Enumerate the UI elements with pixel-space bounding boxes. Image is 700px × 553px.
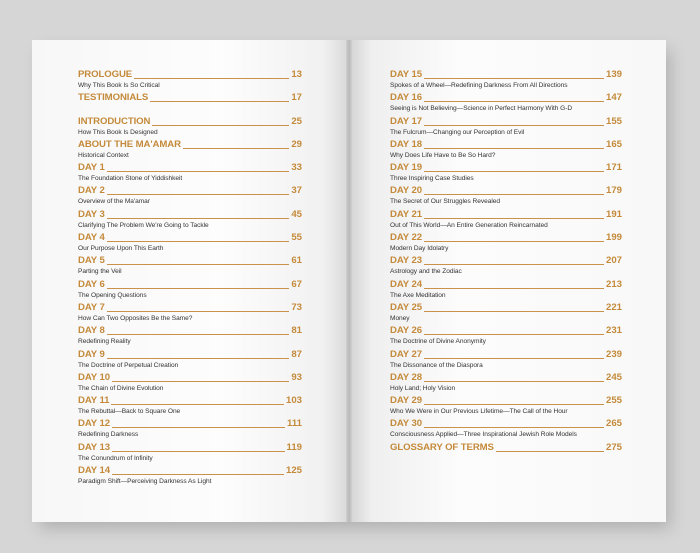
toc-entry-subtitle: Out of This World—An Entire Generation Reincarnated — [390, 221, 548, 229]
toc-entry-title: DAY 12 — [78, 418, 110, 430]
toc-entry-title: DAY 5 — [78, 255, 105, 267]
toc-entry-title: DAY 21 — [390, 208, 422, 220]
toc-entry-subtitle: Consciousness Applied—Three Inspirational Jewish Role Models — [390, 431, 577, 439]
toc-entry-title: GLOSSARY OF TERMS — [390, 441, 494, 453]
toc-entry-title: DAY 16 — [390, 92, 422, 104]
toc-leader-rule — [112, 427, 285, 428]
toc-page-number: 45 — [291, 208, 302, 220]
toc-page-number: 139 — [605, 69, 622, 80]
toc-leader-rule — [134, 78, 289, 79]
toc-entry-subtitle: Spokes of a Wheel—Redefining Darkness From All Directions — [390, 82, 568, 89]
toc-entry-heading-row — [78, 371, 302, 383]
toc-leader-rule — [107, 171, 290, 172]
toc-leader-rule — [424, 288, 604, 289]
toc-entry-title: DAY 8 — [78, 325, 105, 337]
toc-entry — [78, 161, 302, 184]
toc-leader-rule — [107, 241, 290, 242]
toc-page-number: 37 — [291, 185, 302, 197]
toc-entry-subtitle: How Can Two Opposites Be the Same? — [78, 314, 193, 322]
toc-entry — [390, 161, 622, 184]
toc-entry — [390, 324, 622, 347]
toc-page-number: 55 — [291, 232, 302, 244]
toc-leader-rule — [424, 334, 604, 335]
toc-entry-heading-row — [78, 184, 302, 196]
toc-leader-rule — [424, 101, 604, 102]
toc-entry — [78, 464, 302, 487]
toc-entry-heading-row — [78, 161, 302, 173]
toc-entry-title: DAY 14 — [78, 465, 110, 477]
toc-page-number: 221 — [605, 301, 622, 313]
toc-entry-subtitle: Why Does Life Have to Be So Hard? — [390, 151, 496, 159]
toc-entry-title: DAY 7 — [78, 301, 105, 313]
toc-entry-title: DAY 19 — [390, 162, 422, 174]
toc-entry — [390, 254, 622, 277]
toc-page-number: 29 — [291, 138, 302, 150]
toc-entry-title: DAY 1 — [78, 162, 105, 174]
toc-page-number: 213 — [605, 278, 622, 290]
toc-entry — [390, 68, 622, 91]
toc-entry-subtitle: Redefining Darkness — [78, 431, 139, 439]
toc-entry-heading-row — [78, 208, 302, 220]
toc-entry-title: DAY 3 — [78, 208, 105, 220]
toc-entry-subtitle: The Dissonance of the Diaspora — [390, 361, 483, 369]
toc-entry-subtitle: Parting the Veil — [78, 268, 122, 276]
toc-entry-title: INTRODUCTION — [78, 115, 151, 127]
toc-entry-title: DAY 4 — [78, 232, 105, 244]
toc-entry — [78, 371, 302, 394]
toc-entry — [78, 208, 302, 231]
toc-entry-title: TESTIMONIALS — [78, 92, 149, 104]
toc-entry-title: DAY 29 — [390, 395, 422, 407]
toc-page-number: 119 — [286, 441, 302, 453]
toc-entry — [78, 324, 302, 347]
toc-entry-title: DAY 20 — [390, 185, 422, 197]
toc-entry — [390, 371, 622, 394]
toc-page-number: 13 — [291, 69, 302, 80]
toc-entry-subtitle: Paradigm Shift—Perceiving Darkness As Light — [78, 478, 212, 486]
toc-entry-heading-row — [78, 348, 302, 360]
toc-page-number: 81 — [291, 325, 302, 337]
toc-entry-title: DAY 22 — [390, 232, 422, 244]
toc-page-number: 207 — [605, 255, 622, 267]
toc-page-number: 17 — [291, 92, 302, 104]
book-spine — [346, 40, 352, 522]
toc-left — [78, 68, 302, 487]
toc-page-number: 125 — [285, 465, 302, 477]
toc-entry — [390, 278, 622, 301]
toc-entry-heading-row — [390, 231, 622, 243]
toc-page-number: 73 — [291, 301, 302, 313]
toc-leader-rule — [424, 311, 604, 312]
toc-leader-rule — [424, 78, 604, 79]
toc-entry-title: DAY 18 — [390, 138, 422, 150]
toc-entry-subtitle: Astrology and the Zodiac — [390, 268, 462, 276]
toc-entry-title: DAY 9 — [78, 348, 105, 360]
toc-entry-title: DAY 10 — [78, 371, 110, 383]
toc-leader-rule — [107, 358, 290, 359]
toc-page-number: 231 — [605, 325, 622, 337]
toc-entry-title: DAY 11 — [78, 395, 110, 407]
toc-leader-rule — [107, 334, 290, 335]
toc-entry — [78, 138, 302, 161]
toc-leader-rule — [424, 241, 604, 242]
toc-page-number: 25 — [291, 115, 302, 127]
toc-entry-heading-row — [78, 91, 302, 103]
toc-entry — [390, 441, 622, 464]
toc-entry-title: DAY 26 — [390, 325, 422, 337]
toc-entry — [390, 115, 622, 138]
toc-entry-heading-row — [78, 394, 302, 406]
toc-entry-subtitle: Modern Day Idolatry — [390, 245, 449, 253]
toc-leader-rule — [183, 148, 289, 149]
toc-page-number: 61 — [291, 255, 302, 267]
toc-entry-title: DAY 13 — [78, 441, 110, 453]
toc-leader-rule — [107, 218, 290, 219]
toc-entry — [78, 231, 302, 254]
toc-leader-rule — [424, 404, 604, 405]
toc-right — [390, 68, 622, 464]
toc-page-number: 191 — [605, 208, 622, 220]
toc-entry-heading-row — [78, 464, 302, 476]
toc-entry-subtitle: The Axe Meditation — [390, 291, 446, 299]
toc-page-number: 103 — [285, 395, 302, 407]
toc-entry-heading-row — [390, 91, 622, 103]
toc-entry — [390, 417, 622, 440]
toc-leader-rule — [424, 264, 604, 265]
toc-entry-title: DAY 2 — [78, 185, 105, 197]
toc-leader-rule — [424, 218, 604, 219]
toc-leader-rule — [424, 171, 604, 172]
toc-leader-rule — [112, 381, 289, 382]
toc-entry-heading-row — [390, 324, 622, 336]
toc-entry — [390, 231, 622, 254]
toc-entry-subtitle: Seeing is Not Believing—Science in Perfect Harmony With G-D — [390, 105, 573, 113]
toc-entry-heading-row — [78, 417, 302, 429]
toc-leader-rule — [424, 125, 604, 126]
toc-page-number: 275 — [605, 441, 622, 453]
toc-entry-subtitle: The Rebuttal—Back to Square One — [78, 408, 181, 416]
toc-entry-subtitle: The Doctrine of Divine Anonymity — [390, 338, 486, 346]
toc-entry-heading-row — [390, 184, 622, 196]
toc-entry-subtitle: The Foundation Stone of Yiddishkeit — [78, 175, 183, 183]
toc-entry-subtitle: Redefining Reality — [78, 338, 131, 346]
toc-entry — [390, 394, 622, 417]
toc-entry — [78, 254, 302, 277]
toc-entry-heading-row — [78, 68, 302, 80]
toc-entry-subtitle: How This Book Is Designed — [78, 128, 158, 136]
toc-entry-subtitle: Three Inspiring Case Studies — [390, 175, 474, 183]
toc-entry — [78, 278, 302, 301]
toc-entry — [78, 417, 302, 440]
toc-page-number: 199 — [605, 232, 622, 244]
toc-entry-heading-row — [390, 371, 622, 383]
toc-leader-rule — [496, 451, 604, 452]
toc-entry-title: PROLOGUE — [78, 69, 133, 80]
toc-page-number: 87 — [291, 348, 302, 360]
toc-page-number: 239 — [605, 348, 622, 360]
toc-entry — [390, 301, 622, 324]
toc-entry — [78, 441, 302, 464]
toc-entry — [390, 91, 622, 114]
toc-entry-title: DAY 24 — [390, 278, 422, 290]
open-book — [32, 40, 666, 522]
toc-leader-rule — [107, 264, 290, 265]
toc-entry-title: DAY 25 — [390, 301, 422, 313]
toc-leader-rule — [150, 101, 289, 102]
toc-page-number: 67 — [291, 278, 302, 290]
toc-entry-title: DAY 15 — [390, 69, 422, 80]
toc-entry-title: ABOUT THE MA'AMAR — [78, 138, 181, 150]
toc-leader-rule — [112, 451, 285, 452]
toc-entry-heading-row — [390, 394, 622, 406]
toc-entry-heading-row — [390, 138, 622, 150]
toc-entry-heading-row — [390, 68, 622, 80]
toc-entry — [390, 138, 622, 161]
toc-entry-heading-row — [78, 441, 302, 453]
toc-page-number: 111 — [287, 418, 302, 430]
toc-leader-rule — [107, 288, 290, 289]
toc-entry-heading-row — [78, 324, 302, 336]
toc-page-number: 33 — [291, 162, 302, 174]
toc-entry-heading-row — [390, 301, 622, 313]
toc-entry-subtitle: Historical Context — [78, 151, 129, 159]
toc-leader-rule — [152, 125, 289, 126]
toc-entry-subtitle: Our Purpose Upon This Earth — [78, 245, 164, 253]
toc-entry — [390, 348, 622, 371]
toc-entry-heading-row — [78, 301, 302, 313]
toc-entry-subtitle: The Chain of Divine Evolution — [78, 384, 164, 392]
toc-page-number: 179 — [605, 185, 622, 197]
left-page — [32, 40, 348, 522]
toc-entry-subtitle: Why This Book Is So Critical — [78, 82, 160, 89]
toc-entry — [78, 115, 302, 138]
toc-entry — [78, 348, 302, 371]
toc-entry-heading-row — [390, 208, 622, 220]
toc-entry-subtitle: Clarifying The Problem We're Going to Tackle — [78, 221, 209, 229]
toc-entry-heading-row — [78, 115, 302, 127]
right-page — [350, 40, 666, 522]
toc-entry-subtitle: The Opening Questions — [78, 291, 147, 299]
toc-entry-title: DAY 17 — [390, 115, 422, 127]
toc-leader-rule — [424, 427, 604, 428]
toc-entry-title: DAY 6 — [78, 278, 105, 290]
toc-leader-rule — [107, 311, 290, 312]
toc-entry-heading-row — [390, 278, 622, 290]
toc-leader-rule — [111, 404, 284, 405]
toc-entry-heading-row — [390, 254, 622, 266]
toc-entry-heading-row — [390, 417, 622, 429]
toc-entry-heading-row — [78, 231, 302, 243]
toc-entry — [78, 301, 302, 324]
toc-entry — [390, 208, 622, 231]
toc-page-number: 255 — [605, 395, 622, 407]
toc-entry-subtitle: Who We Were in Our Previous Lifetime—The Call of the Hour — [390, 408, 568, 416]
toc-entry-title: DAY 28 — [390, 371, 422, 383]
toc-leader-rule — [424, 148, 604, 149]
toc-entry-heading-row — [390, 441, 622, 453]
toc-entry — [78, 91, 302, 114]
toc-entry-title: DAY 27 — [390, 348, 422, 360]
toc-leader-rule — [424, 358, 604, 359]
toc-entry-heading-row — [78, 254, 302, 266]
toc-page-number: 165 — [605, 138, 622, 150]
toc-entry-subtitle: Overview of the Ma'amar — [78, 198, 150, 206]
toc-entry-heading-row — [390, 348, 622, 360]
toc-entry-subtitle: The Secret of Our Struggles Revealed — [390, 198, 500, 206]
toc-page-number: 265 — [605, 418, 622, 430]
toc-page-number: 171 — [605, 162, 622, 174]
toc-entry-title: DAY 30 — [390, 418, 422, 430]
toc-leader-rule — [424, 194, 604, 195]
toc-entry-subtitle: The Fulcrum—Changing our Perception of Evil — [390, 128, 525, 136]
toc-entry-heading-row — [390, 161, 622, 173]
toc-entry-heading-row — [78, 278, 302, 290]
toc-entry — [78, 394, 302, 417]
toc-entry — [390, 184, 622, 207]
toc-entry — [78, 184, 302, 207]
toc-page-number: 147 — [605, 92, 622, 104]
toc-leader-rule — [107, 194, 290, 195]
toc-leader-rule — [424, 381, 604, 382]
toc-entry-heading-row — [78, 138, 302, 150]
toc-leader-rule — [112, 474, 284, 475]
toc-page-number: 155 — [605, 115, 622, 127]
toc-page-number: 93 — [291, 371, 302, 383]
toc-entry-subtitle: The Doctrine of Perpetual Creation — [78, 361, 179, 369]
toc-entry — [78, 68, 302, 91]
toc-entry-subtitle: The Conundrum of Infinity — [78, 454, 153, 462]
toc-entry-subtitle: Holy Land; Holy Vision — [390, 384, 456, 392]
toc-entry-heading-row — [390, 115, 622, 127]
toc-page-number: 245 — [605, 371, 622, 383]
toc-entry-subtitle: Money — [390, 314, 410, 322]
toc-entry-title: DAY 23 — [390, 255, 422, 267]
